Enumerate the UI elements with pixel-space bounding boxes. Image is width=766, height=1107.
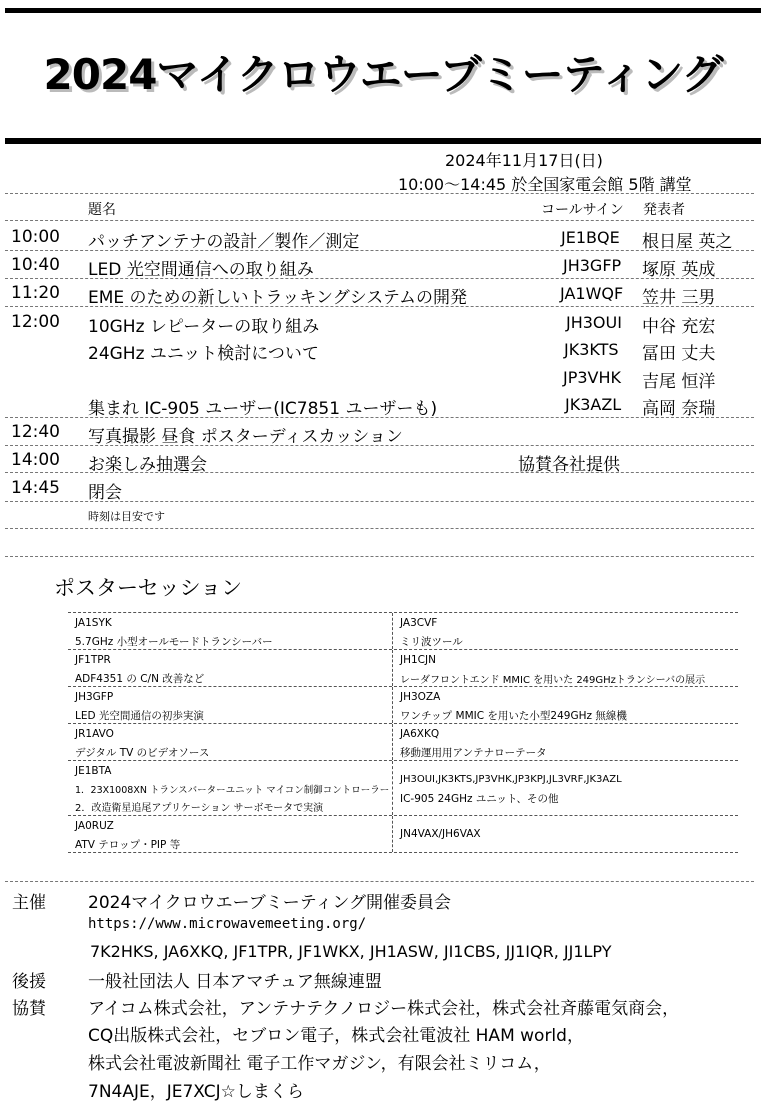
poster-topic: レーダフロントエンド MMIC を用いた 249GHzトランシーバの展示 [400, 675, 706, 686]
schedule-subject: LED 光空間通信への取り組み [88, 260, 314, 280]
support-label: 後援 [12, 972, 46, 992]
poster-callsign: JH1CJN [400, 654, 436, 666]
poster-row [68, 612, 738, 649]
event-date: 2024年11月17日(日) [445, 151, 603, 170]
poster-row [68, 815, 738, 853]
poster-cell [392, 613, 738, 649]
divider [5, 472, 754, 473]
event-time-venue: 10:00～14:45 於全国家電会館 5階 講堂 [398, 175, 692, 194]
poster-topic: 5.7GHz 小型オールモードトランシーバー [75, 636, 273, 648]
poster-cell [392, 650, 738, 686]
schedule-presenter: 中谷 充宏 [642, 317, 716, 337]
schedule-callsign: JP3VHK [563, 368, 622, 387]
poster-row [68, 649, 738, 686]
poster-topic: 1．23X1008XN トランスバーターユニット マイコン制御コントローラー [75, 785, 390, 796]
schedule-presenter: 冨田 丈夫 [642, 344, 716, 364]
poster-callsign: JH3OUI,JK3KTS,JP3VHK,JP3KPJ,JL3VRF,JK3AZL [400, 774, 622, 785]
title-underline [5, 138, 761, 144]
poster-row [68, 760, 738, 815]
schedule-time: 10:40 [11, 255, 60, 275]
divider [5, 193, 754, 194]
schedule-note: 協賛各社提供 [518, 455, 620, 475]
poster-topic: ミリ波ツール [400, 636, 463, 648]
header-presenter: 発表者 [643, 202, 685, 218]
sponsor-line: 7N4AJE，JE7XCJ☆しまくら [88, 1082, 304, 1102]
schedule-time: 14:00 [11, 450, 60, 470]
poster-callsign: JA0RUZ [75, 820, 114, 832]
schedule-subject: 集まれ IC-905 ユーザー(IC7851 ユーザーも) [88, 399, 438, 419]
poster-topic: ATV テロップ・PIP 等 [75, 839, 181, 851]
schedule-time: 10:00 [11, 227, 60, 247]
poster-row [68, 686, 738, 723]
schedule-subject: 写真撮影 昼食 ポスターディスカッション [88, 427, 403, 447]
sponsor-line: 株式会社電波新聞社 電子工作マガジン，有限会社ミリコム， [88, 1054, 551, 1074]
poster-cell [392, 687, 738, 723]
poster-topic: デジタル TV のビデオソース [75, 747, 210, 759]
poster-table [68, 612, 738, 853]
schedule-presenter: 吉尾 恒洋 [642, 372, 716, 392]
poster-cell [392, 761, 738, 815]
schedule-presenter: 笠井 三男 [642, 288, 716, 308]
poster-cell [68, 761, 390, 815]
divider [5, 306, 754, 307]
schedule-presenter: 根日屋 英之 [642, 232, 733, 252]
host-members: 7K2HKS, JA6XKQ, JF1TPR, JF1WKX, JH1ASW, JI1CBS, JJ1IQR, JJ1LPY [90, 942, 612, 961]
divider [5, 445, 754, 446]
poster-topic: 移動運用用アンテナローテータ [400, 747, 547, 759]
support-name: 一般社団法人 日本アマチュア無線連盟 [88, 972, 382, 992]
poster-topic: 2．改造衛星追尾アプリケーション サーボモータで実演 [75, 803, 324, 814]
divider [5, 278, 754, 279]
poster-session-title: ポスターセッション [54, 576, 243, 600]
schedule-callsign: JH3GFP [563, 256, 622, 275]
schedule-time: 12:40 [11, 422, 60, 442]
poster-callsign: JR1AVO [75, 728, 114, 740]
schedule-callsign: JA1WQF [560, 284, 624, 303]
schedule-time: 12:00 [11, 312, 60, 332]
poster-callsign: JA1SYK [75, 617, 112, 629]
divider [5, 528, 754, 529]
schedule-subject: 10GHz レピーターの取り組み [88, 317, 320, 337]
sponsor-label: 協賛 [12, 999, 46, 1019]
poster-topic: ワンチップ MMIC を用いた小型249GHz 無線機 [400, 710, 627, 722]
schedule-callsign: JK3KTS [564, 340, 619, 359]
schedule-time: 11:20 [11, 283, 60, 303]
divider [5, 501, 754, 502]
host-url: https://www.microwavemeeting.org/ [88, 916, 367, 932]
schedule-callsign: JK3AZL [565, 395, 622, 414]
schedule-time: 14:45 [11, 478, 60, 498]
schedule-callsign: JH3OUI [566, 313, 622, 332]
schedule-callsign: JE1BQE [561, 228, 620, 247]
poster-cell [68, 724, 390, 760]
divider [5, 417, 754, 418]
sponsor-line: アイコム株式会社，アンテナテクノロジー株式会社，株式会社斉藤電気商会， [88, 999, 680, 1019]
poster-callsign: JN4VAX/JH6VAX [400, 828, 481, 840]
poster-topic: IC-905 24GHz ユニット、その他 [400, 793, 559, 805]
schedule-subject: 閉会 [88, 483, 122, 503]
poster-callsign: JH3OZA [400, 691, 441, 703]
poster-topic: ADF4351 の C/N 改善など [75, 673, 205, 685]
host-name: 2024マイクロウエーブミーティング開催委員会 [88, 893, 452, 913]
poster-cell [392, 816, 738, 852]
poster-callsign: JE1BTA [75, 765, 112, 777]
divider [5, 220, 754, 221]
page-title: 2024マイクロウエーブミーティング [43, 50, 723, 99]
divider [5, 556, 754, 557]
poster-callsign: JA3CVF [400, 617, 438, 629]
poster-callsign: JF1TPR [75, 654, 111, 666]
schedule-subject: パッチアンテナの設計／製作／測定 [88, 232, 360, 252]
poster-cell [68, 613, 390, 649]
poster-cell [68, 650, 390, 686]
divider [5, 881, 754, 882]
schedule-presenter: 塚原 英成 [642, 260, 716, 280]
schedule-subject: お楽しみ抽選会 [88, 455, 207, 475]
poster-callsign: JA6XKQ [400, 728, 440, 740]
poster-cell [68, 687, 390, 723]
schedule-subject: EME のための新しいトラッキングシステムの開発 [88, 288, 468, 308]
top-rule [5, 8, 761, 13]
poster-topic: LED 光空間通信の初歩実演 [75, 710, 204, 722]
poster-row [68, 723, 738, 760]
schedule-subject: 24GHz ユニット検討について [88, 344, 319, 364]
header-callsign: コールサイン [541, 202, 624, 218]
poster-cell [392, 724, 738, 760]
divider [5, 250, 754, 251]
poster-callsign: JH3GFP [75, 691, 114, 703]
poster-cell [68, 816, 390, 852]
sponsor-line: CQ出版株式会社，セブロン電子，株式会社電波社 HAM world， [88, 1026, 584, 1046]
host-label: 主催 [12, 893, 46, 913]
header-subject: 題名 [88, 202, 116, 218]
time-note: 時刻は目安です [88, 510, 165, 523]
schedule-presenter: 高岡 奈瑞 [642, 399, 716, 419]
